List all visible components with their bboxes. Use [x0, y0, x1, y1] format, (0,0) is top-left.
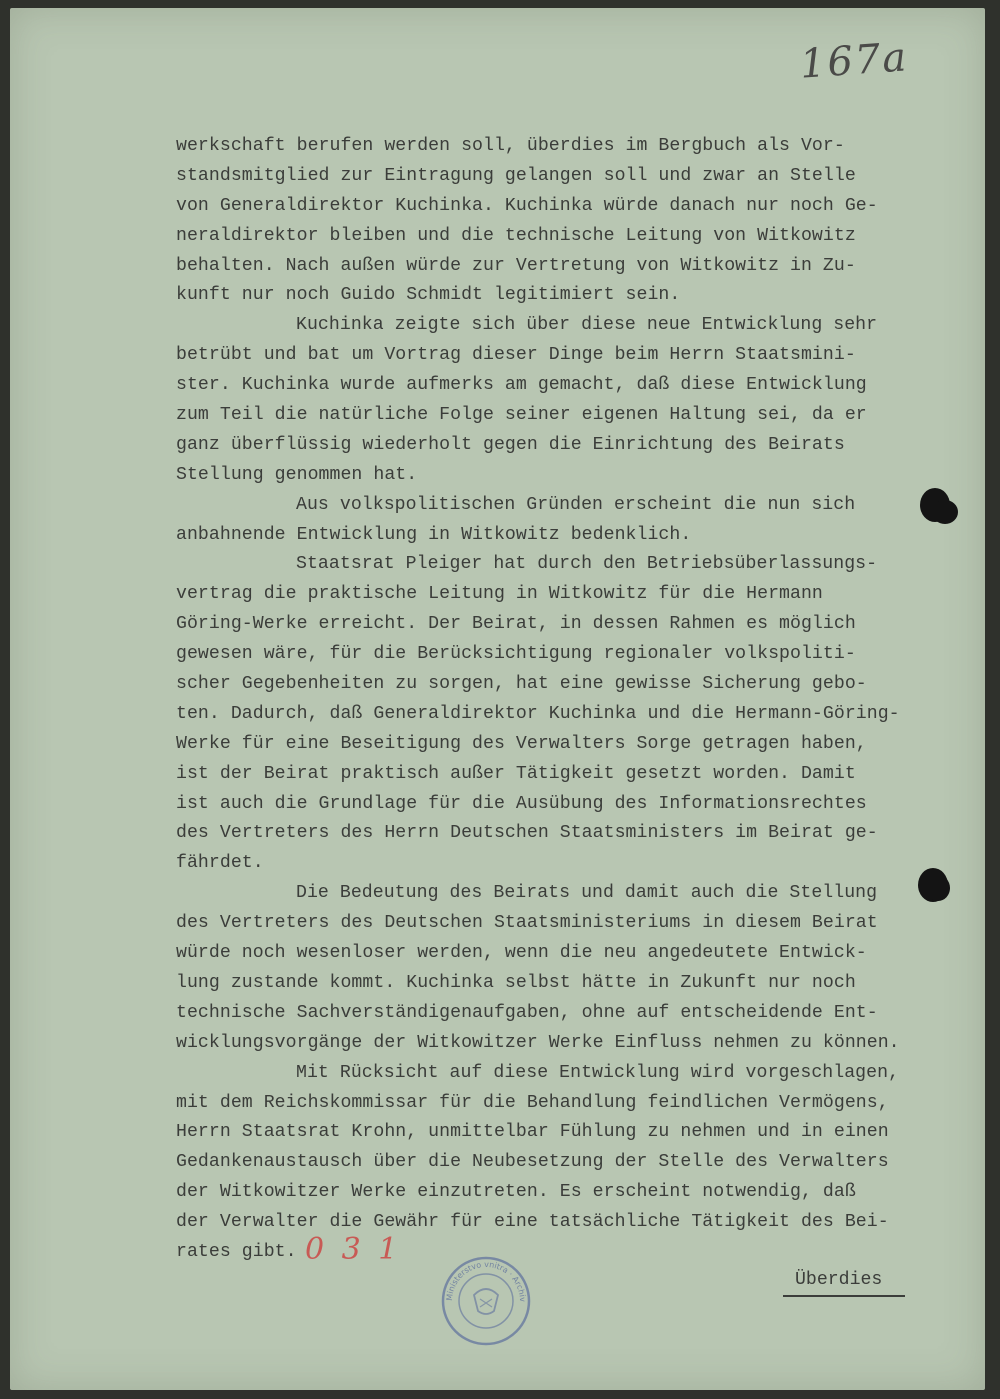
text-line: wicklungsvorgänge der Witkowitzer Werke Einfluss nehmen zu können. — [176, 1032, 900, 1053]
text-line: behalten. Nach außen würde zur Vertretung von Witkowitz in Zu- — [176, 255, 856, 276]
text-line: Staatsrat Pleiger hat durch den Betriebsüberlassungs- — [296, 554, 878, 575]
stamp-lettering: Ministerstvo vnitra · Archiv — [444, 1259, 528, 1303]
text-line: Aus volkspolitischen Gründen erscheint die nun sich — [296, 494, 856, 515]
text-line: ist auch die Grundlage für die Ausübung des Informationsrechtes — [176, 793, 867, 814]
text-line: fährdet. — [176, 853, 264, 874]
text-line: neraldirektor bleiben und die technische Leitung von Witkowitz — [176, 225, 856, 246]
text-line: lung zustande kommt. Kuchinka selbst hätte in Zukunft nur noch — [176, 972, 856, 993]
text-line: technische Sachverständigenaufgaben, ohne auf entscheidende Ent- — [176, 1002, 878, 1023]
text-line: ist der Beirat praktisch außer Tätigkeit gesetzt worden. Damit — [176, 763, 856, 784]
text-line: anbahnende Entwicklung in Witkowitz bedenklich. — [176, 524, 692, 545]
text-line: der Verwalter die Gewähr für eine tatsächliche Tätigkeit des Bei- — [176, 1212, 889, 1233]
text-line: Göring-Werke erreicht. Der Beirat, in dessen Rahmen es möglich — [176, 614, 856, 635]
text-line: Herrn Staatsrat Krohn, unmittelbar Fühlung zu nehmen und in einen — [176, 1122, 889, 1143]
text-line: der Witkowitzer Werke einzutreten. Es erscheint notwendig, daß — [176, 1182, 856, 1203]
text-line: werkschaft berufen werden soll, überdies im Bergbuch als Vor- — [176, 136, 845, 156]
folio-number: 167a — [798, 34, 910, 88]
text-line: würde noch wesenloser werden, wenn die neu angedeutete Entwick- — [176, 943, 867, 964]
text-line: Stellung genommen hat. — [176, 464, 418, 485]
text-line: Werke für eine Beseitigung des Verwalters Sorge getragen haben, — [176, 733, 867, 754]
svg-text:Ministerstvo vnitra · Archiv — [445, 1260, 527, 1302]
body-text — [176, 132, 976, 1268]
text-line: mit dem Reichskommissar für die Behandlung feindlichen Vermögens, — [176, 1092, 889, 1113]
catchword: Überdies — [795, 1270, 883, 1290]
text-line: des Vertreters des Herrn Deutschen Staatsministers im Beirat ge- — [176, 823, 878, 844]
text-line: Die Bedeutung des Beirats und damit auch die Stellung — [296, 883, 878, 904]
text-line: Mit Rücksicht auf diese Entwicklung wird vorgeschlagen, — [296, 1062, 900, 1083]
text-line: ster. Kuchinka wurde aufmerks am gemacht, daß diese Entwicklung — [176, 375, 867, 396]
text-line: rates gibt. — [176, 1241, 297, 1262]
text-line: scher Gegebenheiten zu sorgen, hat eine gewisse Sicherung gebo- — [176, 674, 867, 695]
archive-stamp-icon — [440, 1255, 532, 1347]
text-line: ganz überflüssig wiederholt gegen die Einrichtung des Beirats — [176, 434, 845, 455]
text-line: betrübt und bat um Vortrag dieser Dinge beim Herrn Staatsmini- — [176, 345, 856, 366]
red-pencil-note: 0 3 1 — [305, 1232, 402, 1267]
text-line: Gedankenaustausch über die Neubesetzung der Stelle des Verwalters — [176, 1152, 889, 1173]
text-line: des Vertreters des Deutschen Staatsministeriums in diesem Beirat — [176, 913, 878, 934]
text-line: standsmitglied zur Eintragung gelangen soll und zwar an Stelle — [176, 165, 856, 186]
punch-hole — [932, 500, 958, 524]
catchword-underline — [783, 1295, 905, 1297]
text-line: kunft nur noch Guido Schmidt legitimiert sein. — [176, 285, 681, 306]
text-line: ten. Dadurch, daß Generaldirektor Kuchinka und die Hermann-Göring- — [176, 703, 900, 724]
text-line: gewesen wäre, für die Berücksichtigung regionaler volkspoliti- — [176, 644, 856, 665]
text-line: zum Teil die natürliche Folge seiner eigenen Haltung sei, da er — [176, 405, 867, 426]
text-line: vertrag die praktische Leitung in Witkowitz für die Hermann — [176, 584, 823, 605]
punch-hole — [926, 875, 950, 901]
text-line: von Generaldirektor Kuchinka. Kuchinka würde danach nur noch Ge- — [176, 195, 878, 216]
text-line: Kuchinka zeigte sich über diese neue Entwicklung sehr — [296, 315, 878, 336]
